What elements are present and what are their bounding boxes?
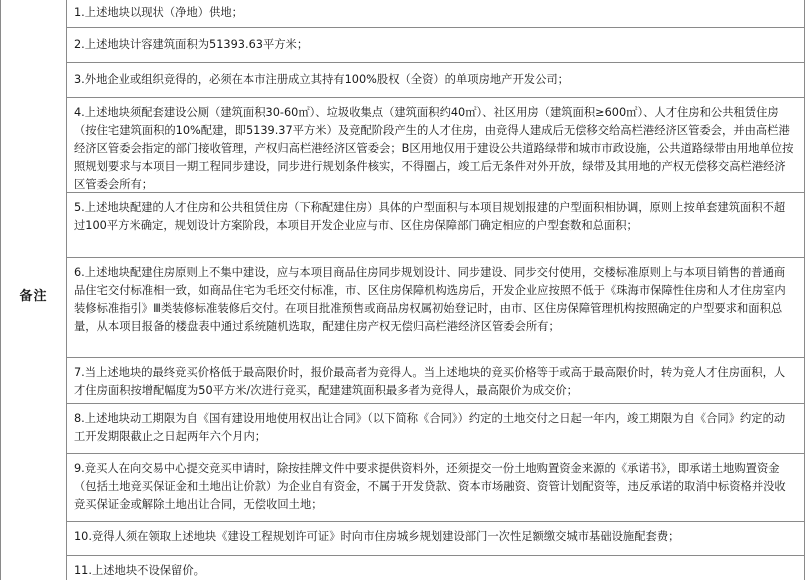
remark-item-5: 5.上述地块配建的人才住房和公共租赁住房（下称配建住房）具体的户型面积与本项目规划报建的户型面积相协调，原则上按单套建筑面积不超过100平方米确定，规划设计方案阶段，本项目开发企业应与市、区住房保障部门确定相应的户型套数和总面积； — [67, 193, 804, 258]
remark-item-7: 7.当上述地块的最终竞买价格低于最高限价时，报价最高者为竞得人。当上述地块的竞买价格等于或高于最高限价时，转为竞人才住房面积，人才住房面积按增配幅度为50平方米/次进行竞买，配建建筑面积最多者为竞得人，最高限价为成交价； — [67, 358, 804, 404]
remark-item-2: 2.上述地块计容建筑面积为51393.63平方米； — [67, 28, 804, 63]
remarks-label: 备注 — [19, 288, 48, 304]
remarks-content-cell — [67, 0, 804, 580]
remark-item-10: 10.竞得人须在领取上述地块《建设工程规划许可证》时向市住房城乡规划建设部门一次性足额缴交城市基础设施配套费； — [67, 522, 804, 556]
remark-item-3: 3.外地企业或组织竞得的，必须在本市注册成立其持有100%股权（全资）的单项房地产开发公司； — [67, 63, 804, 98]
remark-item-8: 8.上述地块动工期限为自《国有建设用地使用权出让合同》（以下简称《合同》）约定的土地交付之日起一年内，竣工期限为自《合同》约定的动工开发期限截止之日起两年六个月内； — [67, 404, 804, 454]
remarks-label-cell — [1, 0, 67, 580]
remark-item-1: 1.上述地块以现状（净地）供地； — [67, 0, 804, 28]
remark-item-9: 9.竞买人在向交易中心提交竞买申请时，除按挂牌文件中要求提供资料外，还须提交一份土地购置资金来源的《承诺书》，即承诺土地购置资金（包括土地竞买保证金和土地出让价款）为企业自有资金，不属于开发贷款、资本市场融资、资管计划配资等，违反承诺的取消中标资格并没收竞买保证金或解除土地出让合同，无偿收回土地； — [67, 454, 804, 522]
remark-item-4: 4.上述地块须配套建设公厕（建筑面积30-60㎡）、垃圾收集点（建筑面积约40㎡）、社区用房（建筑面积≥600㎡）、人才住房和公共租赁住房（按住宅建筑面积的10%配建，即5139.37平方米）及竞配阶段产生的人才住房，由竞得人建成后无偿移交给高栏港经济区管委会，并由高栏港经济区管委会指定的部门接收管理，产权归高栏港经济区管委会；B区用地仅用于建设公共道路绿带和城市市政设施，公共道路绿带由用地单位按照规划要求与本项目一期工程同步建设，同步进行规划条件核实，不得圈占，竣工后无条件对外开放，绿带及其用地的产权无偿移交高栏港经济区管委会所有； — [67, 98, 804, 193]
remark-item-6: 6.上述地块配建住房原则上不集中建设，应与本项目商品住房同步规划设计、同步建设、同步交付使用，交楼标准原则上与本项目销售的普通商品住宅交付标准相一致，如商品住宅为毛坯交付标准，市、区住房保障机构选房后，开发企业应按照不低于《珠海市保障性住房和人才住房室内装修标准指引》Ⅲ类装修标准装修后交付。在项目批准预售或商品房权属初始登记时，由市、区住房保障管理机构按照确定的户型要求和面积总量，从本项目报备的楼盘表中通过系统随机选取，配建住房产权无偿归高栏港经济区管委会所有； — [67, 258, 804, 358]
remark-item-11: 11.上述地块不设保留价。 — [74, 564, 205, 577]
